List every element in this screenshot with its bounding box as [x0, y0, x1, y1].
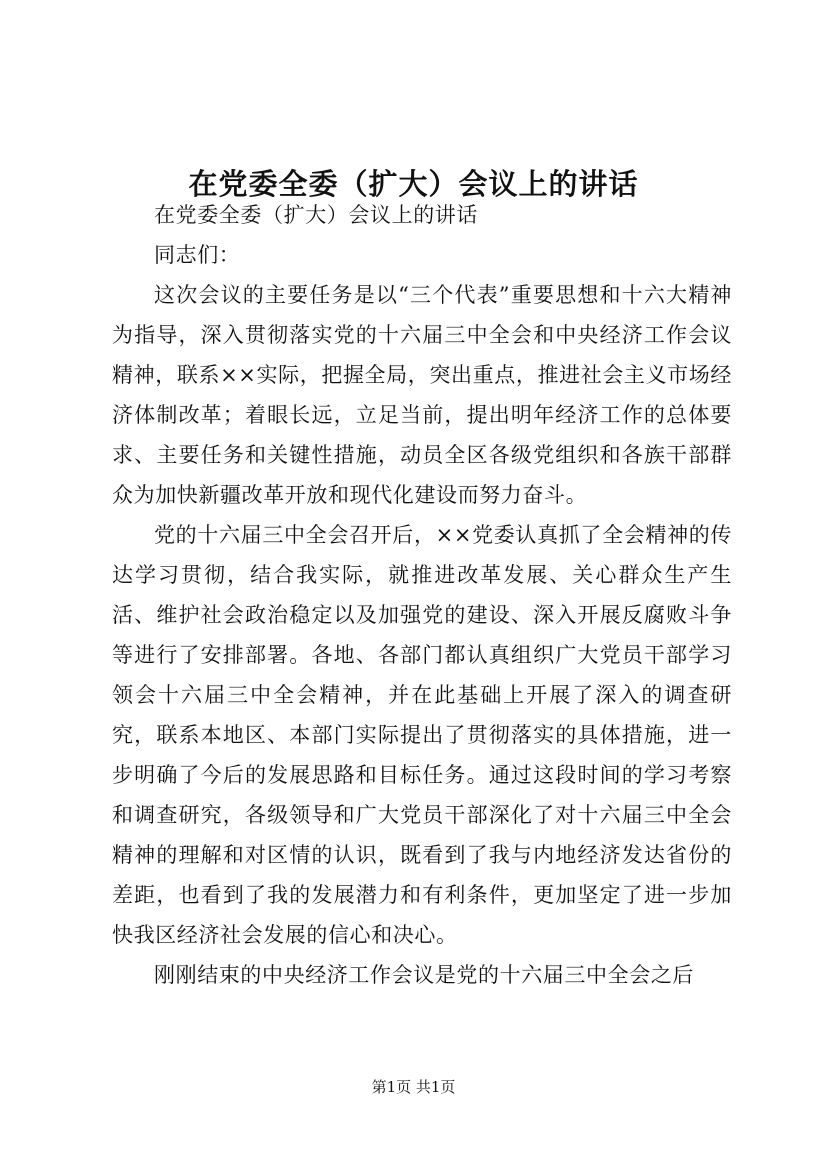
- paragraph-1: 这次会议的主要任务是以“三个代表”重要思想和十六大精神为指导，深入贯彻落实党的十六届三中全会和中央经济工作会议精神，联系××实际，把握全局，突出重点，推进社会主义市场经济体制改革；着眼长远，立足当前，提出明年经济工作的总体要求、主要任务和关键性措施，动员全区各级党组织和各族干部群众为加快新疆改革开放和现代化建设而努力奋斗。: [112, 283, 732, 507]
- salutation: 同志们：: [154, 243, 241, 267]
- paragraph-3: 刚刚结束的中央经济工作会议是党的十六届三中全会之后: [154, 963, 694, 987]
- document-subtitle: 在党委全委（扩大）会议上的讲话: [154, 203, 478, 227]
- document-title: 在党委全委（扩大）会议上的讲话: [188, 167, 639, 202]
- document-body: [112, 195, 732, 995]
- paragraph-2: 党的十六届三中全会召开后，××党委认真抓了全会精神的传达学习贯彻，结合我实际，就推进改革发展、关心群众生产生活、维护社会政治稳定以及加强党的建设、深入开展反腐败斗争等进行了安排部署。各地、各部门都认真组织广大党员干部学习领会十六届三中全会精神，并在此基础上开展了深入的调查研究，联系本地区、本部门实际提出了贯彻落实的具体措施，进一步明确了今后的发展思路和目标任务。通过这段时间的学习考察和调查研究，各级领导和广大党员干部深化了对十六届三中全会精神的理解和对区情的认识，既看到了我与内地经济发达省份的差距，也看到了我的发展潜力和有利条件，更加坚定了进一步加快我区经济社会发展的信心和决心。: [112, 523, 732, 947]
- page-number-footer: 第1页 共1页: [371, 1078, 456, 1096]
